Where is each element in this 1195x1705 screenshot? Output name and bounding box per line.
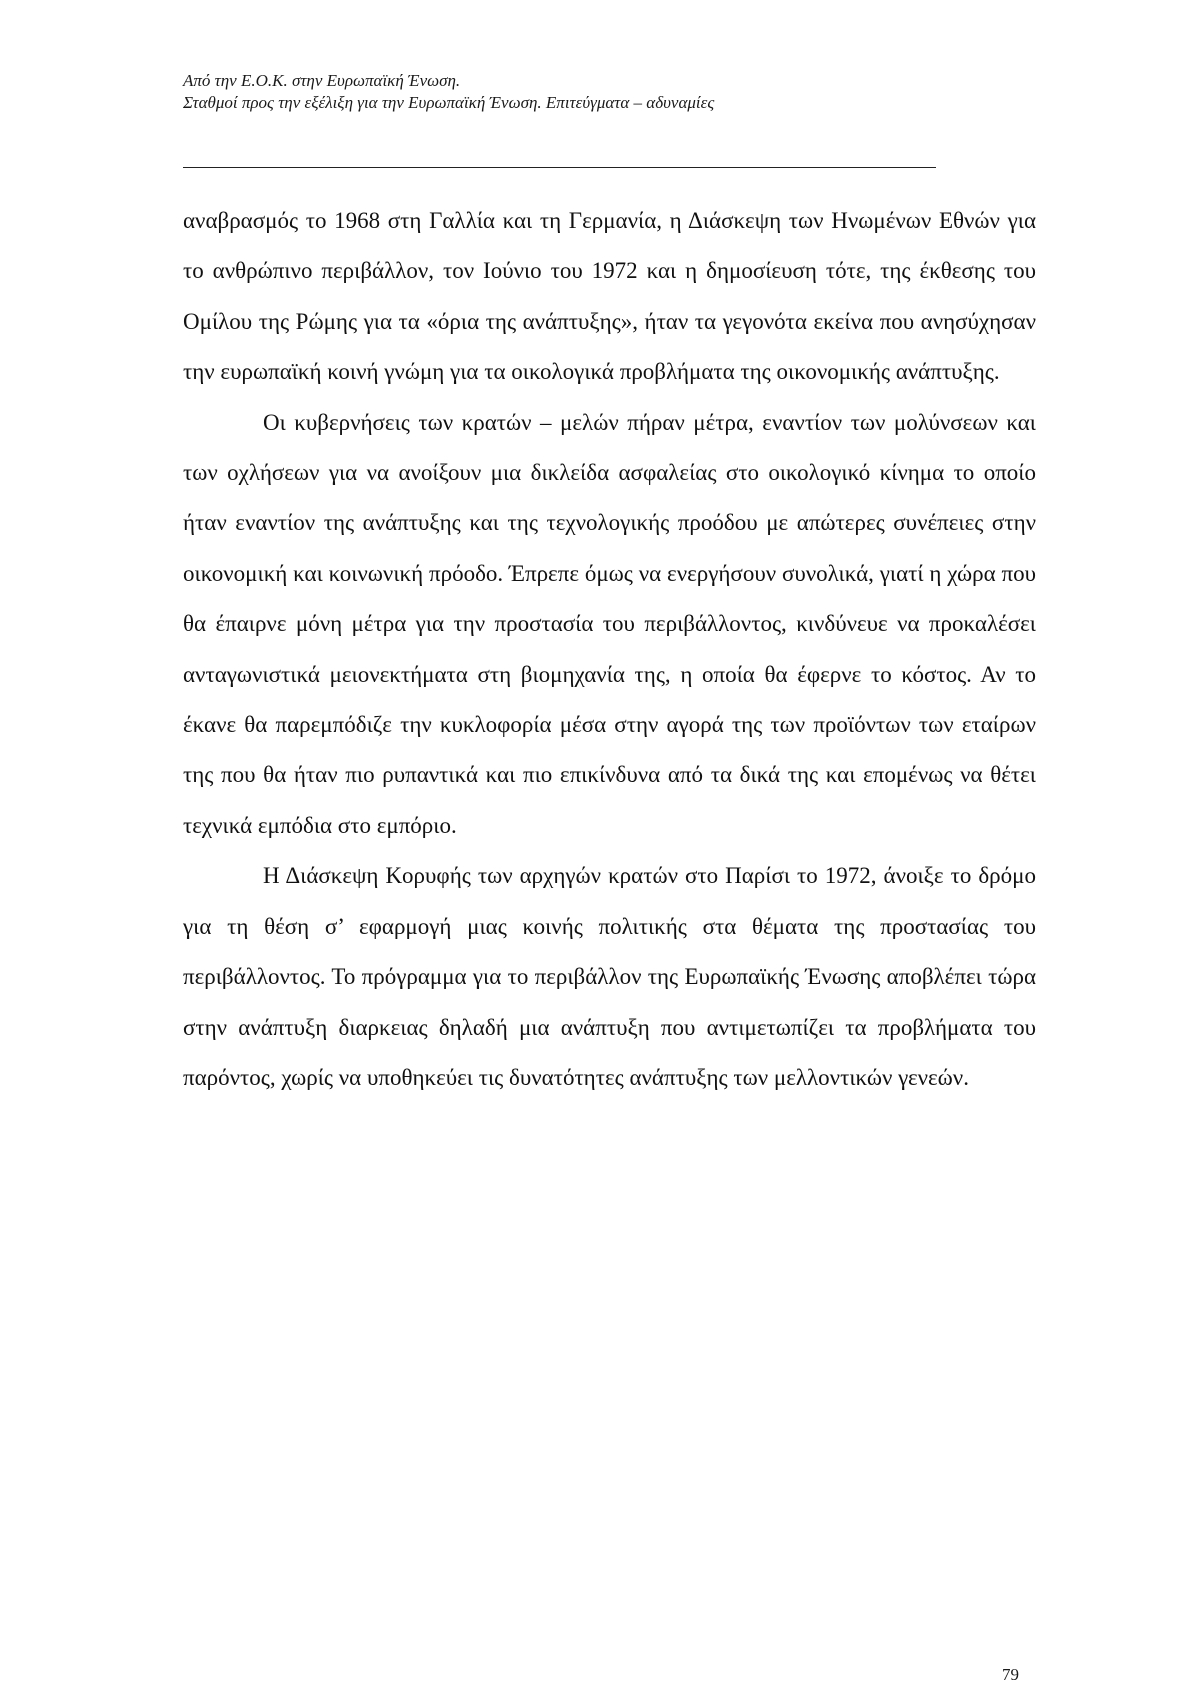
running-header: [183, 70, 1083, 114]
page-number: 79: [1002, 1665, 1019, 1684]
paragraph-2: Οι κυβερνήσεις των κρατών – μελών πήραν μέτρα, εναντίον των μολύνσεων και των οχλήσεων για να ανοίξουν μια δικλείδα ασφαλείας στο οικολογικό κίνημα το οποίο ήταν εναντίον της ανάπτυξης και της τεχνολογικής προόδου με απώτερες συνέπειες στην οικονομική και κοινωνική πρόοδο. Έπρεπε όμως να ενεργήσουν συνολικά, γιατί η χώρα που θα έπαιρνε μόνη μέτρα για την προστασία του περιβάλλοντος, κινδύνευε να προκαλέσει ανταγωνιστικά μειονεκτήματα στη βιομηχανία της, η οποία θα έφερνε το κόστος. Αν το έκανε θα παρεμπόδιζε την κυκλοφορία μέσα στην αγορά της των προϊόντων των εταίρων της που θα ήταν πιο ρυπαντικά και πιο επικίνδυνα από τα δικά της και επομένως να θέτει τεχνικά εμπόδια στο εμπόριο.: [183, 409, 1036, 838]
header-title-line: Από την Ε.Ο.Κ. στην Ευρωπαϊκή Ένωση.: [183, 71, 461, 90]
paragraph-1: αναβρασμός το 1968 στη Γαλλία και τη Γερμανία, η Διάσκεψη των Ηνωμένων Εθνών για το ανθρώπινο περιβάλλον, τον Ιούνιο του 1972 και η δημοσίευση τότε, της έκθεσης του Ομίλου της Ρώμης για τα «όρια της ανάπτυξης», ήταν τα γεγονότα εκείνα που ανησύχησαν την ευρωπαϊκή κοινή γνώμη για τα οικολογικά προβλήματα της οικονομικής ανάπτυξης.: [183, 208, 1036, 385]
body-text: [183, 196, 1036, 1103]
header-subtitle-line: Σταθμοί προς την εξέλιξη για την Ευρωπαϊκή Ένωση. Επιτεύγματα – αδυναμίες: [183, 93, 715, 112]
paragraph-3: Η Διάσκεψη Κορυφής των αρχηγών κρατών στο Παρίσι το 1972, άνοιξε το δρόμο για τη θέση σ’ εφαρμογή μιας κοινής πολιτικής στα θέματα της προστασίας του περιβάλλοντος. Το πρόγραμμα για το περιβάλλον της Ευρωπαϊκής Ένωσης αποβλέπει τώρα στην ανάπτυξη διαρκειας δηλαδή μια ανάπτυξη που αντιμετωπίζει τα προβλήματα του παρόντος, χωρίς να υποθηκεύει τις δυνατότητες ανάπτυξης των μελλοντικών γενεών.: [183, 863, 1036, 1090]
header-divider: [183, 167, 936, 168]
